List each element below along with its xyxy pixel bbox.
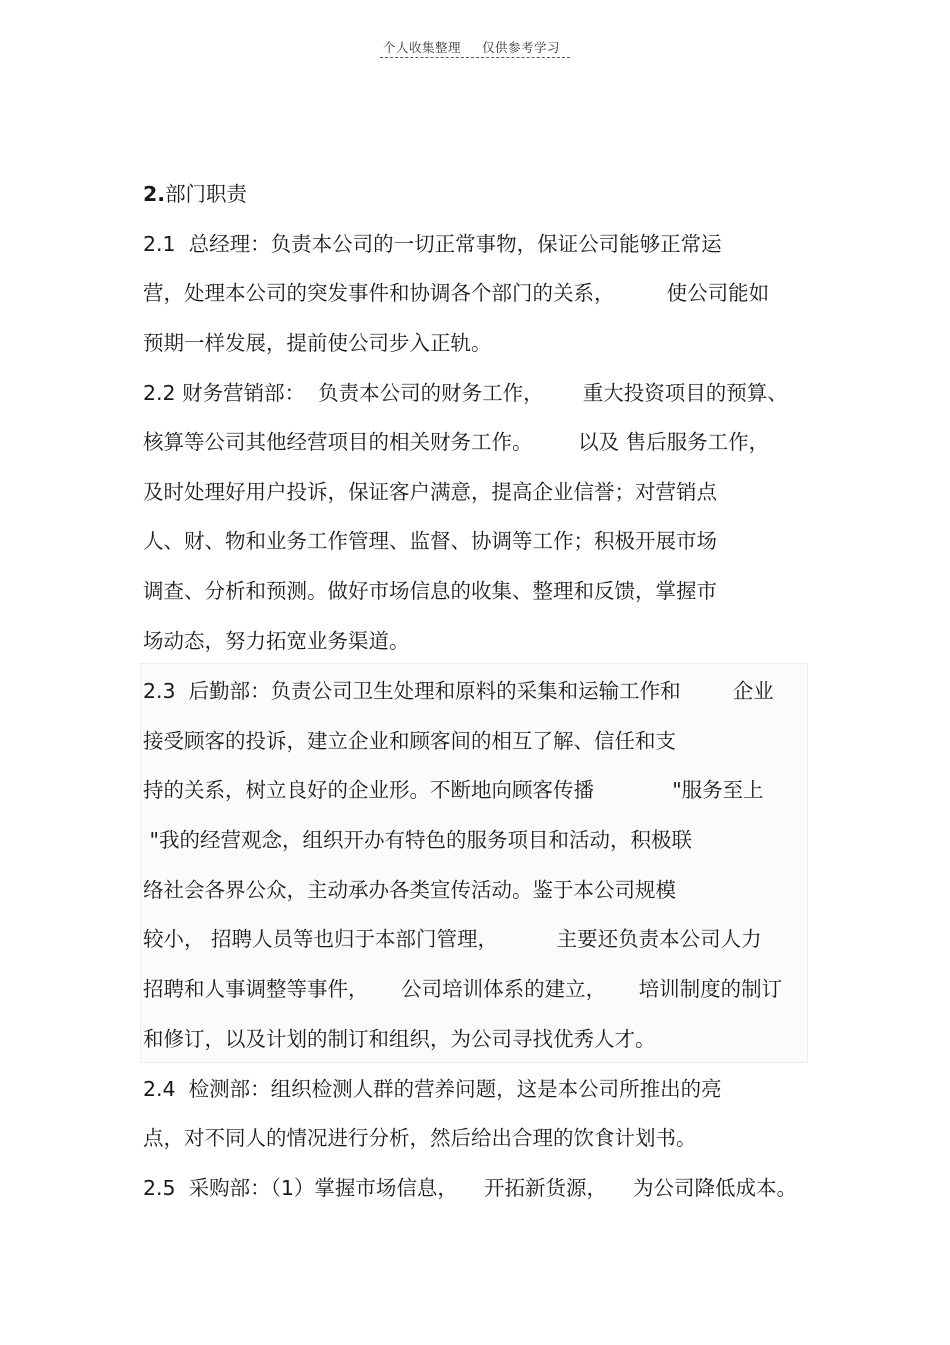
section-2-3-shaded-box	[140, 663, 808, 1063]
para-2-2-line-6: 场动态，努力拓宽业务渠道。	[143, 629, 410, 653]
para-2-1-line-1: 2.1 总经理：负责本公司的一切正常事物，保证公司能够正常运	[143, 232, 722, 256]
para-2-1-line-2: 营，处理本公司的突发事件和协调各个部门的关系， 使公司能如	[143, 281, 770, 305]
header-dashed-rule	[380, 57, 570, 58]
para-2-3-line-1: 2.3 后勤部：负责公司卫生处理和原料的采集和运输工作和 企业	[143, 679, 774, 703]
para-2-3-line-7: 招聘和人事调整等事件， 公司培训体系的建立， 培训制度的制订	[143, 977, 783, 1001]
para-2-2-line-2: 核算等公司其他经营项目的相关财务工作。 以及 售后服务工作，	[143, 430, 770, 454]
para-2-3-line-4: "我的经营观念，组织开办有特色的服务项目和活动，积极联	[143, 828, 692, 852]
page-header	[380, 38, 570, 60]
section-heading	[143, 180, 247, 208]
para-2-3-line-5: 络社会各界公众，主动承办各类宣传活动。鉴于本公司规模	[143, 878, 676, 902]
section-number: 2.	[143, 182, 166, 206]
para-2-2-line-3: 及时处理好用户投诉，保证客户满意，提高企业信誉；对营销点	[143, 480, 717, 504]
header-left-text: 个人收集整理	[383, 40, 462, 55]
para-2-2-line-5: 调查、分析和预测。做好市场信息的收集、整理和反馈，掌握市	[143, 579, 717, 603]
para-2-3-line-2: 接受顾客的投诉，建立企业和顾客间的相互了解、信任和支	[143, 729, 676, 753]
para-2-3-line-6: 较小， 招聘人员等也归于本部门管理， 主要还负责本公司人力	[143, 927, 762, 951]
para-2-2-line-4: 人、财、物和业务工作管理、监督、协调等工作；积极开展市场	[143, 529, 717, 553]
para-2-3-line-3: 持的关系，树立良好的企业形。不断地向顾客传播 "服务至上	[143, 778, 764, 802]
header-right-text: 仅供参考学习	[482, 40, 561, 55]
para-2-5-line-1: 2.5 采购部：（1）掌握市场信息， 开拓新货源， 为公司降低成本。	[143, 1176, 798, 1200]
para-2-4-line-1: 2.4 检测部：组织检测人群的营养问题，这是本公司所推出的亮	[143, 1077, 722, 1101]
para-2-3-line-8: 和修订，以及计划的制订和组织，为公司寻找优秀人才。	[143, 1027, 656, 1051]
para-2-4-line-2: 点，对不同人的情况进行分析，然后给出合理的饮食计划书。	[143, 1126, 697, 1150]
section-title: 部门职责	[165, 182, 248, 206]
para-2-2-line-1: 2.2 财务营销部： 负责本公司的财务工作， 重大投资项目的预算、	[143, 381, 788, 405]
para-2-1-line-3: 预期一样发展，提前使公司步入正轨。	[143, 331, 492, 355]
